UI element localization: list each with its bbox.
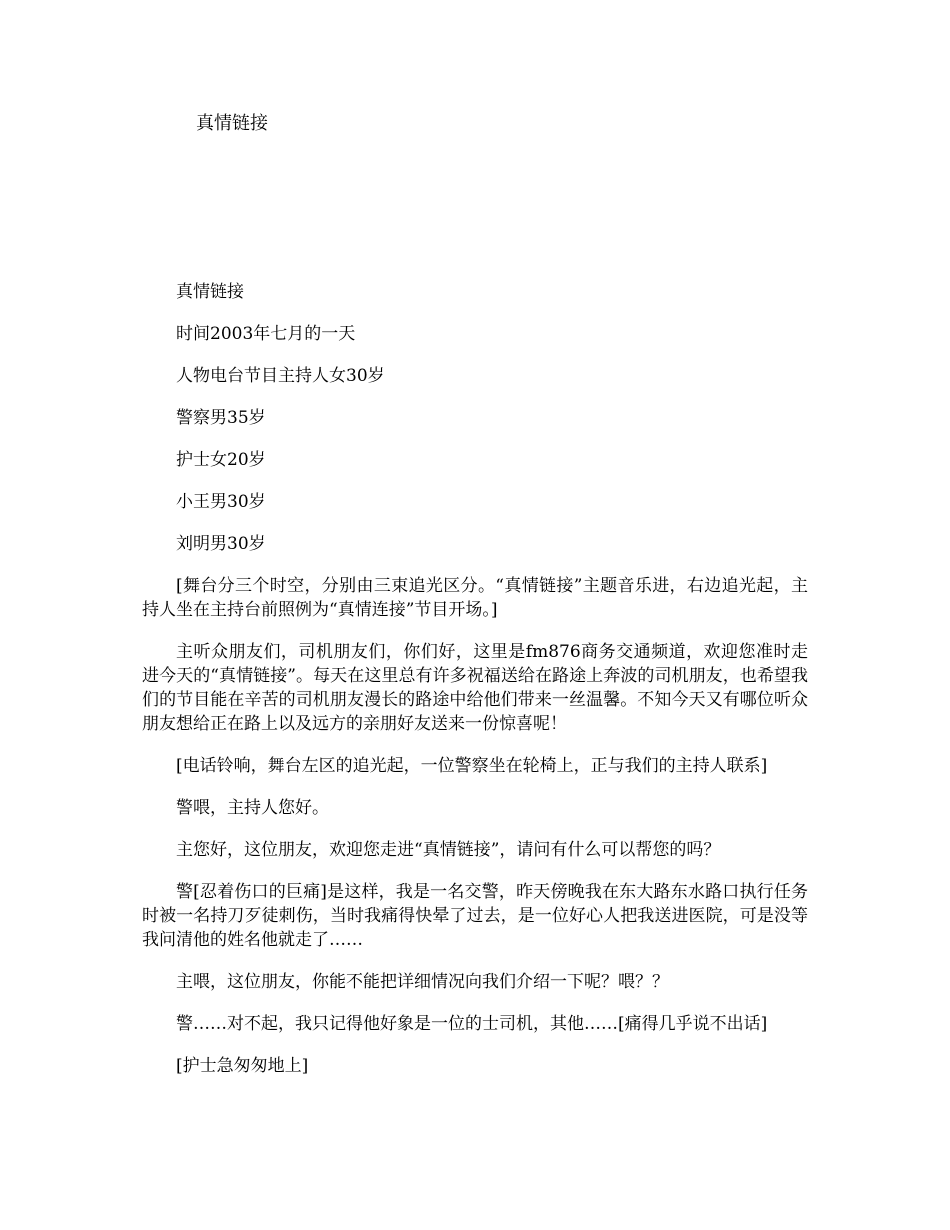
character-line: 护士女20岁 [176, 450, 266, 470]
document-body [142, 280, 808, 1096]
dialogue-paragraph: 主您好，这位朋友，欢迎您走进“真情链接”，请问有什么可以帮您的吗？ [176, 840, 721, 860]
stage-direction: [电话铃响，舞台左区的追光起，一位警察坐在轮椅上，正与我们的主持人联系] [176, 756, 768, 776]
dialogue-paragraph: 主听众朋友们，司机朋友们，你们好，这里是fm876商务交通频道，欢迎您准时走进今天的“真情链接”。每天在这里总有许多祝福送给在路途上奔波的司机朋友，也希望我们的节目能在辛苦的司机朋友漫长的路途中给他们带来一丝温馨。不知今天又有哪位听众朋友想给正在路上以及远方的亲朋好友送来一份惊喜呢！ [142, 642, 808, 734]
character-line: 警察男35岁 [176, 408, 266, 428]
dialogue-paragraph: 警……对不起，我只记得他好象是一位的士司机，其他……[痛得几乎说不出话] [176, 1014, 768, 1034]
stage-direction: [舞台分三个时空，分别由三束追光区分。“真情链接”主题音乐进，右边追光起，主持人坐在主持台前照例为“真情连接”节目开场。] [142, 576, 808, 620]
character-line: 小王男30岁 [176, 492, 266, 512]
dialogue-paragraph: 警[忍着伤口的巨痛]是这样，我是一名交警，昨天傍晚我在东大路东水路口执行任务时被一名持刀歹徒刺伤，当时我痛得快晕了过去，是一位好心人把我送进医院，可是没等我问清他的姓名他就走了…… [142, 882, 808, 950]
stage-direction: [护士急匆匆地上] [176, 1056, 309, 1076]
script-time: 时间2003年七月的一天 [176, 324, 356, 344]
header-title: 真情链接 [196, 113, 268, 134]
character-line: 刘明男30岁 [176, 534, 266, 554]
script-title: 真情链接 [176, 282, 244, 302]
character-line: 人物电台节目主持人女30岁 [176, 366, 385, 386]
dialogue-paragraph: 主喂，这位朋友，你能不能把详细情况向我们介绍一下呢？喂？？ [176, 972, 669, 992]
dialogue-paragraph: 警喂，主持人您好。 [176, 798, 329, 818]
